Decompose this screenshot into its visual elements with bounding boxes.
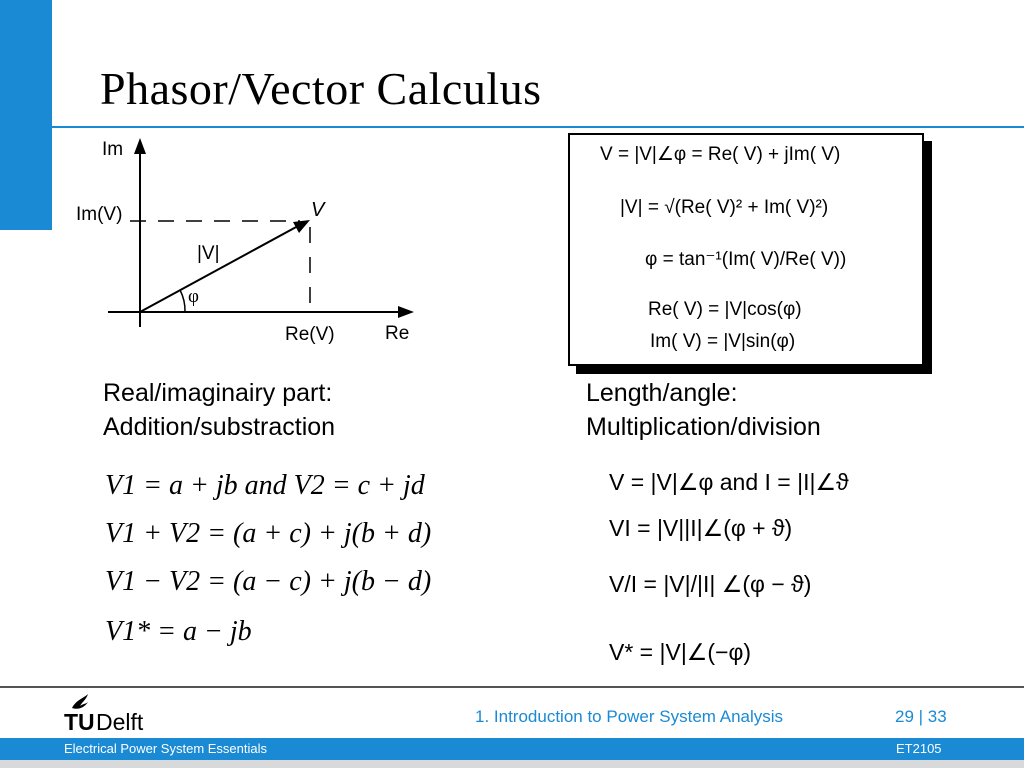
right-heading-line-2: Multiplication/division (586, 413, 821, 441)
angle-arc (180, 290, 185, 312)
right-eq-3: V/I = |V|/|I| ∠(φ − ϑ) (609, 571, 812, 597)
accent-bar (0, 0, 52, 230)
logo-tu-text: TU (64, 709, 95, 734)
left-section-heading (103, 376, 335, 444)
title-divider (52, 126, 1024, 128)
formula-line-5: Im( V) = |V|sin(φ) (650, 331, 796, 352)
formula-box (568, 133, 924, 366)
left-eq-1: V1 = a + jb and V2 = c + jd (105, 470, 425, 501)
formula-line-2: |V| = √(Re( V)² + Im( V)²) (620, 197, 829, 218)
page-title: Phasor/Vector Calculus (100, 63, 542, 114)
phasor-diagram (60, 132, 430, 347)
right-section-heading (586, 376, 821, 444)
phi-label: φ (188, 286, 199, 307)
left-eq-4: V1* = a − jb (105, 616, 252, 647)
right-eq-2: VI = |V||I|∠(φ + ϑ) (609, 515, 793, 541)
phasor-vector-arrow (293, 220, 310, 233)
re-v-label: Re(V) (285, 324, 335, 345)
mag-v-label: |V| (197, 243, 220, 264)
formula-line-3: φ = tan⁻¹(Im( V)/Re( V)) (645, 249, 847, 270)
im-axis-arrow (134, 138, 146, 154)
left-heading-line-2: Addition/substraction (103, 413, 336, 441)
im-axis-label: Im (102, 139, 124, 160)
right-equations (605, 460, 935, 675)
formula-line-4: Re( V) = |V|cos(φ) (648, 299, 802, 320)
page-number: 29 | 33 (895, 707, 947, 726)
logo-delft-text: Delft (96, 709, 144, 734)
right-heading-line-1: Length/angle: (586, 379, 738, 407)
footer-strip (0, 760, 1024, 768)
left-eq-2: V1 + V2 = (a + c) + j(b + d) (105, 518, 432, 549)
right-eq-1: V = |V|∠φ and I = |I|∠ϑ (609, 469, 849, 495)
flame-icon (72, 694, 88, 709)
footer-course-title: Electrical Power System Essentials (64, 741, 268, 756)
re-axis-label: Re (385, 323, 410, 344)
tu-delft-logo (62, 692, 172, 734)
left-heading-line-1: Real/imaginairy part: (103, 379, 333, 407)
formula-line-1: V = |V|∠φ = Re( V) + jIm( V) (600, 144, 841, 165)
footer-course-code: ET2105 (896, 741, 942, 756)
course-chapter-link[interactable]: 1. Introduction to Power System Analysis (475, 707, 784, 726)
right-eq-4: V* = |V|∠(−φ) (609, 639, 752, 665)
left-equations (100, 462, 500, 652)
re-axis-arrow (398, 306, 414, 318)
im-v-label: Im(V) (76, 204, 123, 225)
left-eq-3: V1 − V2 = (a − c) + j(b − d) (105, 566, 432, 597)
v-label: V (311, 199, 325, 221)
footer-divider (0, 686, 1024, 688)
phasor-vector (140, 226, 298, 312)
